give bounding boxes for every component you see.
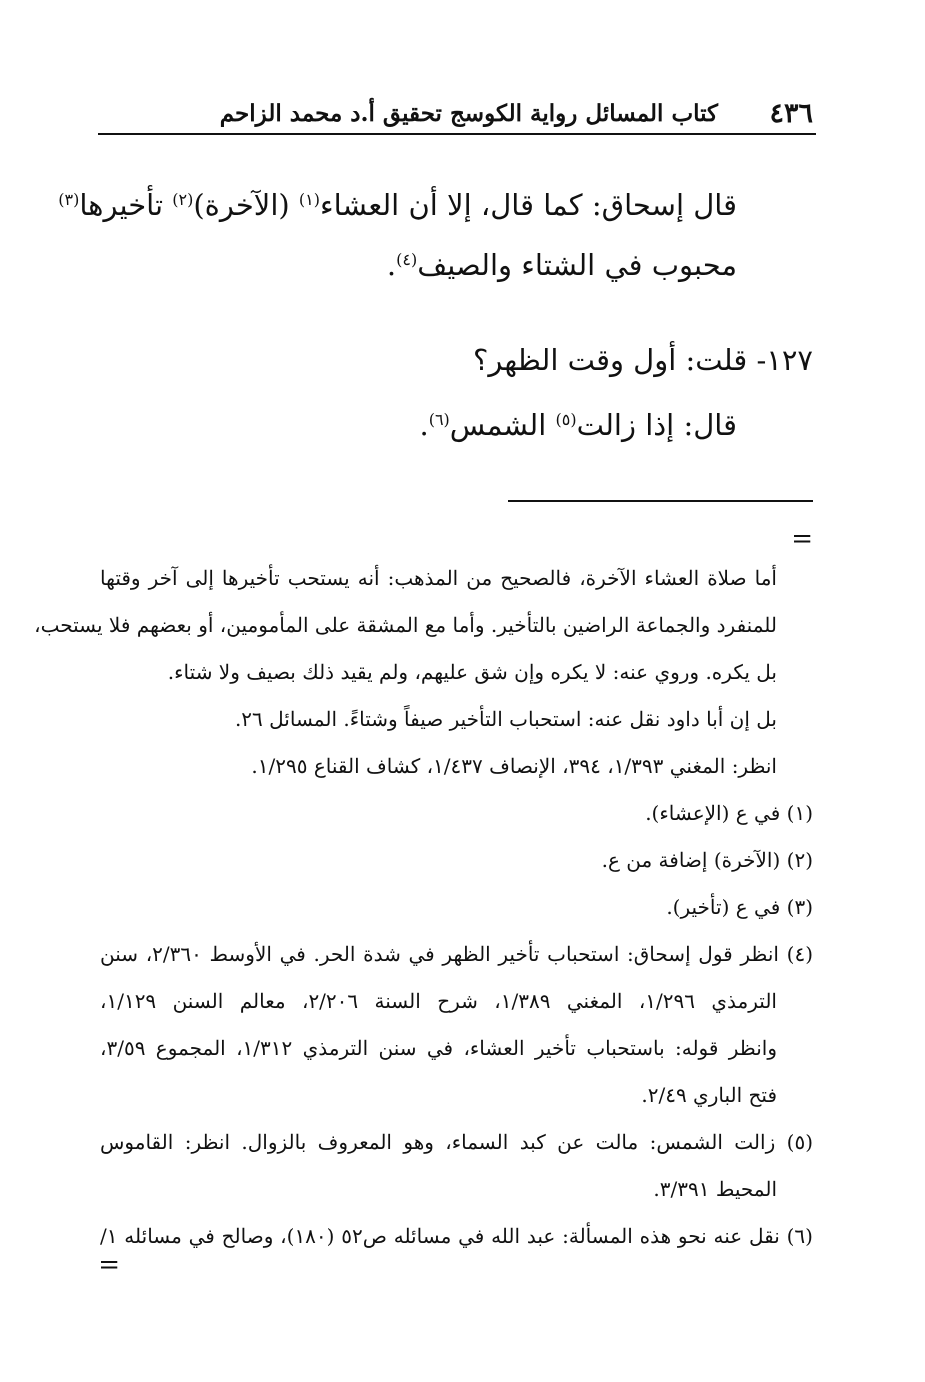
footnote-continuation-line: أما صلاة العشاء الآخرة، فالصحيح من المذهب: أنه يستحب تأخيرها إلى آخر وقتها — [100, 566, 777, 590]
footnote-1: (١) في ع (الإعشاء). — [645, 801, 813, 825]
body-text: تأخيرها — [79, 188, 173, 222]
footnote-2: (٢) (الآخرة) إضافة من ع. — [601, 848, 813, 872]
body-line — [58, 178, 737, 227]
footnote-separator — [508, 500, 813, 502]
body-text: قال: إذا زالت — [576, 408, 737, 442]
footnote-ref: (٣) — [58, 190, 80, 209]
footnote-ref: (٤) — [396, 250, 418, 269]
body-text: . — [386, 248, 397, 282]
body-text: الشمس — [449, 408, 556, 442]
footnote-ref: (٦) — [428, 410, 450, 429]
footnote-4-line: فتح الباري ٢/٤٩. — [641, 1083, 777, 1107]
footnote-continuation-line: انظر: المغني ١/٣٩٣، ٣٩٤، الإنصاف ١/٤٣٧، كشاف القناع ١/٢٩٥. — [251, 754, 777, 778]
footnote-4-line: وانظر قوله: باستحباب تأخير العشاء، في سنن الترمذي ١/٣١٢، المجموع ٣/٥٩، — [100, 1036, 777, 1060]
footnote-5-line: المحيط ٣/٣٩١. — [653, 1177, 777, 1201]
body-text: . — [419, 408, 429, 442]
header-rule — [98, 133, 816, 135]
footnote-continuation-line: بل إن أبا داود نقل عنه: استحباب التأخير صيفاً وشتاءً. المسائل ٢٦. — [234, 707, 777, 731]
page-number: ٤٣٦ — [769, 98, 813, 129]
continuation-mark: = — [791, 524, 813, 554]
body-line — [387, 238, 737, 287]
body-text: (الآخرة) — [193, 188, 299, 222]
continuation-mark: = — [98, 1250, 120, 1280]
footnote-4-line: الترمذي ١/٢٩٦، المغني ١/٣٨٩، شرح السنة ٢/٢٠٦، معالم السنن ١/١٢٩، — [100, 989, 777, 1013]
body-text: قال إسحاق: كما قال، إلا أن العشاء — [320, 188, 737, 222]
footnote-3: (٣) في ع (تأخير). — [666, 895, 813, 919]
question-127: ١٢٧- قلت: أول وقت الظهر؟ — [472, 343, 813, 377]
footnote-ref: (٥) — [555, 410, 577, 429]
body-text: محبوب في الشتاء والصيف — [417, 248, 737, 282]
footnote-5-line: (٥) زالت الشمس: مالت عن كبد السماء، وهو المعروف بالزوال. انظر: القاموس — [100, 1130, 813, 1154]
footnote-4-line: (٤) انظر قول إسحاق: استحباب تأخير الظهر في شدة الحر. في الأوسط ٢/٣٦٠، سنن — [100, 942, 813, 966]
footnote-6: (٦) نقل عنه نحو هذه المسألة: عبد الله في مسائله ص٥٢ (١٨٠)، وصالح في مسائله ١/ — [100, 1224, 813, 1248]
running-header — [95, 96, 813, 132]
footnote-continuation-line: بل يكره. وروي عنه: لا يكره وإن شق عليهم، ولم يقيد ذلك بصيف ولا شتاء. — [167, 660, 777, 684]
answer-127 — [419, 398, 737, 447]
footnote-continuation-line: للمنفرد والجماعة الراضين بالتأخير. وأما مع المشقة على المأمومين، أو بعضهم فلا يستحب، — [34, 613, 777, 637]
footnote-ref: (١) — [298, 190, 321, 209]
running-title: كتاب المسائل رواية الكوسج تحقيق أ.د محمد الزاحم — [219, 100, 718, 127]
footnote-ref: (٢) — [172, 190, 194, 209]
